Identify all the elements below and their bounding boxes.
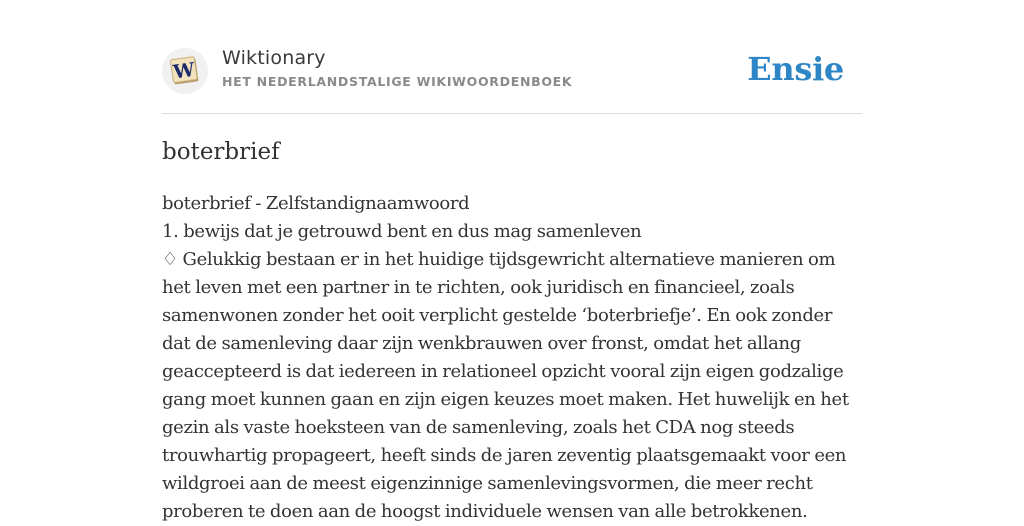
entry-content [162,190,862,526]
site-name[interactable]: Wiktionary [222,47,326,69]
example-quote: ♢ Gelukkig bestaan er in het huidige tijdsgewricht alternatieve manieren om het leven met een partner in te richten, ook juridisch en financieel, zoals samenwonen zonder het ooit verplicht gestelde ‘boterbriefje’. En ook zonder dat de samenleving daar zijn wenkbrauwen over fronst, omdat het allang geaccepteerd is dat iedereen in relationeel opzicht vooral zijn eigen godzalige gang moet kunnen gaan en zijn eigen keuzes moet maken. Het huwelijk en het gezin als vaste hoeksteen van de samenleving, zoals het CDA nog steeds trouwhartig propageert, heeft sinds de jaren zeventig plaatsgemaakt voor een wildgroei aan de meest eigenzinnige samenlevingsvormen, die meer recht proberen te doen aan de hoogst individuele wensen van alle betrokkenen. [162,249,849,522]
ensie-link[interactable]: Ensie [747,50,844,88]
word-type-line: boterbrief - Zelfstandignaamwoord [162,193,470,214]
wiktionary-logo-icon[interactable] [162,48,208,94]
site-brand [222,46,572,89]
page-title: boterbrief [162,139,280,165]
svg-text:W: W [171,58,197,84]
definition: 1. bewijs dat je getrouwd bent en dus mag samenleven [162,221,642,242]
site-subtitle: HET NEDERLANDSTALIGE WIKIWOORDENBOEK [222,74,573,89]
site-header [162,42,862,114]
